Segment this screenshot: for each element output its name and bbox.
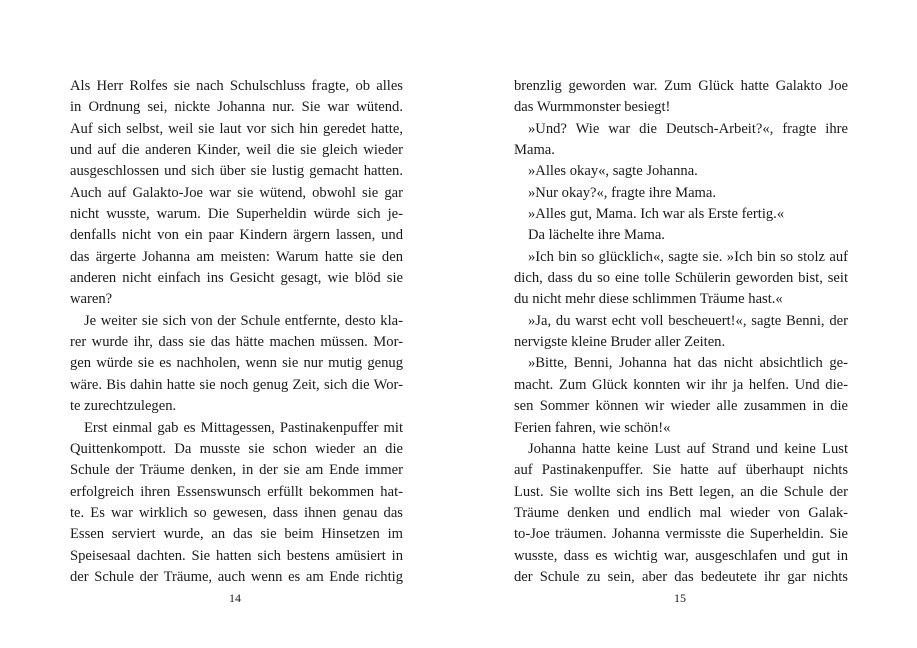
text-line: Auch auf Galakto-Joe war sie wütend, obwohl sie gar bbox=[70, 184, 403, 201]
text-line: Mama. bbox=[514, 142, 555, 159]
text-line: te zurechtzulegen. bbox=[70, 398, 177, 415]
text-line: dich, dass du so eine tolle Schülerin geworden bist, seit bbox=[514, 270, 848, 287]
text-line: macht. Zum Glück konnten wir ihr ja helfen. Und die- bbox=[514, 376, 848, 393]
text-line: Auf sich selbst, weil sie laut vor sich hin geredet hatte, bbox=[70, 120, 403, 137]
text-line: das Wurmmonster besiegt! bbox=[514, 99, 671, 116]
text-line: to-Joe träumen. Johanna vermisste die Superheldin. Sie bbox=[514, 526, 848, 543]
left-page bbox=[70, 76, 403, 588]
text-line: wäre. Bis dahin hatte sie noch genug Zeit, sich die Wor- bbox=[70, 376, 403, 393]
right-page bbox=[514, 76, 848, 588]
text-line: sen Sommer können wir wieder alle zusammen in die bbox=[514, 398, 848, 415]
text-line: wusste, dass es wichtig war, ausgeschlafen und gut in bbox=[514, 547, 848, 564]
text-line: »Nur okay?«, fragte ihre Mama. bbox=[528, 184, 717, 201]
text-line: Quittenkompott. Da musste sie schon wieder an die bbox=[70, 440, 403, 457]
text-line: ausgeschlossen und sich über sie lustig gemacht hatten. bbox=[70, 163, 403, 180]
text-line: »Ich bin so glücklich«, sagte sie. »Ich bin so stolz auf bbox=[528, 248, 848, 265]
text-line: »Alles gut, Mama. Ich war als Erste fertig.« bbox=[528, 206, 785, 223]
text-line: nervigste kleine Bruder aller Zeiten. bbox=[514, 334, 726, 351]
text-line: Lust. Sie wollte sich ins Bett legen, an die Schule der bbox=[514, 483, 848, 500]
text-line: te. Es war wirklich so gewesen, dass ihnen genau das bbox=[70, 504, 403, 521]
text-line: der Schule der Träume, auch wenn es am Ende richtig bbox=[70, 568, 403, 585]
text-line: in Ordnung sei, nickte Johanna nur. Sie war wütend. bbox=[70, 99, 403, 116]
text-line: rer wurde ihr, dass sie das hätte machen müssen. Mor- bbox=[70, 334, 403, 351]
text-line: Speisesaal dachten. Sie hatten sich bestens amüsiert in bbox=[70, 547, 403, 564]
text-line: Als Herr Rolfes sie nach Schulschluss fragte, ob alles bbox=[70, 78, 403, 94]
text-line: waren? bbox=[70, 291, 113, 308]
text-line: das ärgerte Johanna am meisten: Warum hatte sie den bbox=[70, 248, 403, 265]
text-line: Erst einmal gab es Mittagessen, Pastinakenpuffer mit bbox=[84, 419, 403, 436]
text-line: denfalls nicht von ein paar Kindern ärgern lassen, und bbox=[70, 227, 403, 244]
page-number: 15 bbox=[674, 591, 686, 605]
text-line: »Und? Wie war die Deutsch-Arbeit?«, fragte ihre bbox=[528, 120, 848, 137]
text-line: Essen serviert wurde, an das sie beim Hinsetzen im bbox=[70, 526, 403, 543]
text-line: »Ja, du warst echt voll bescheuert!«, sagte Benni, der bbox=[528, 312, 848, 329]
text-line: erfolgreich ihren Essenswunsch erfüllt bekommen hat- bbox=[70, 483, 403, 500]
text-line: Johanna hatte keine Lust auf Strand und keine Lust bbox=[528, 440, 848, 457]
text-line: »Bitte, Benni, Johanna hat das nicht absichtlich ge- bbox=[528, 355, 848, 372]
text-line: auf Pastinakenpuffer. Sie hatte auf überhaupt nichts bbox=[514, 462, 848, 479]
text-line: anderen nicht einfach ins Gesicht gesagt, wie blöd sie bbox=[70, 270, 403, 287]
page-number: 14 bbox=[229, 591, 241, 605]
text-line: brenzlig geworden war. Zum Glück hatte Galakto Joe bbox=[514, 78, 848, 94]
text-line: Ferien fahren, wie schön!« bbox=[514, 419, 671, 436]
text-line: Da lächelte ihre Mama. bbox=[528, 227, 665, 244]
text-line: Je weiter sie sich von der Schule entfernte, desto kla- bbox=[84, 312, 403, 329]
text-line: »Alles okay«, sagte Johanna. bbox=[528, 163, 698, 180]
text-line: Schule der Träume denken, in der sie am Ende immer bbox=[70, 462, 403, 479]
text-line: Träume denken und endlich mal wieder von Galak- bbox=[514, 504, 848, 521]
text-line: du nicht mehr diese schlimmen Träume hast.« bbox=[514, 291, 783, 308]
text-line: und auf die anderen Kinder, weil die sie gleich wieder bbox=[70, 142, 403, 159]
text-line: der Schule zu sein, aber das bedeutete ihr gar nichts bbox=[514, 568, 848, 585]
text-line: gen würde sie es nachholen, wenn sie nur mutig genug bbox=[70, 355, 403, 372]
text-line: nicht wusste, warum. Die Superheldin würde sich je- bbox=[70, 206, 403, 223]
